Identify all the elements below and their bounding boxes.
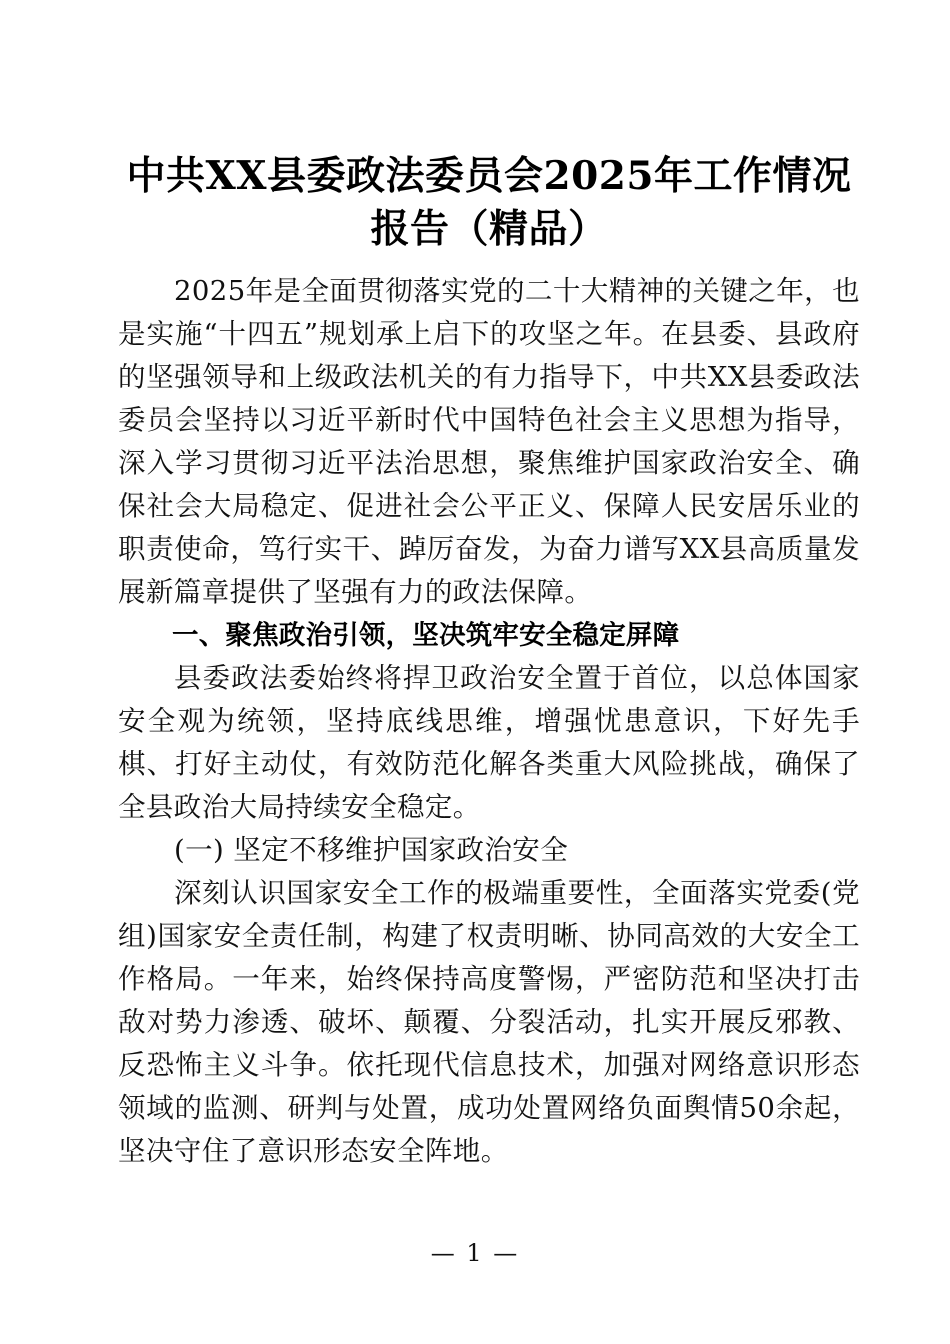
subsection-heading-1-1: (一) 坚定不移维护国家政治安全 [174, 834, 569, 866]
paragraph-intro: 2025年是全面贯彻落实党的二十大精神的关键之年，也是实施“十四五”规划承上启下的攻坚之年。在县委、县政府的坚强领导和上级政法机关的有力指导下，中共XX县委政法委员会坚持以习近平新时代中国特色社会主义思想为指导，深入学习贯彻习近平法治思想，聚焦维护国家政治安全、确保社会大局稳定、促进社会公平正义、保障人民安居乐业的职责使命，笃行实干、踔厉奋发，为奋力谱写XX县高质量发展新篇章提供了坚强有力的政法保障。 [118, 275, 860, 608]
document-body [118, 150, 860, 1173]
page-title: 中共XX县委政法委员会2025年工作情况报告（精品） [126, 153, 852, 252]
page-number-footer: — 1 — [430, 1239, 520, 1267]
section-heading-1: 一、聚焦政治引领，坚决筑牢安全稳定屏障 [172, 620, 680, 651]
paragraph-section-1-lead: 县委政法委始终将捍卫政治安全置于首位，以总体国家安全观为统领，坚持底线思维，增强忧患意识，下好先手棋、打好主动仗，有效防范化解各类重大风险挑战，确保了全县政治大局持续安全稳定。 [118, 662, 860, 823]
paragraph-subsection-1-1-body: 深刻认识国家安全工作的极端重要性，全面落实党委(党组)国家安全责任制，构建了权责明晰、协同高效的大安全工作格局。一年来，始终保持高度警惕，严密防范和坚决打击敌对势力渗透、破坏、颠覆、分裂活动，扎实开展反邪教、反恐怖主义斗争。依托现代信息技术，加强对网络意识形态领域的监测、研判与处置，成功处置网络负面舆情50余起，坚决守住了意识形态安全阵地。 [118, 877, 860, 1167]
